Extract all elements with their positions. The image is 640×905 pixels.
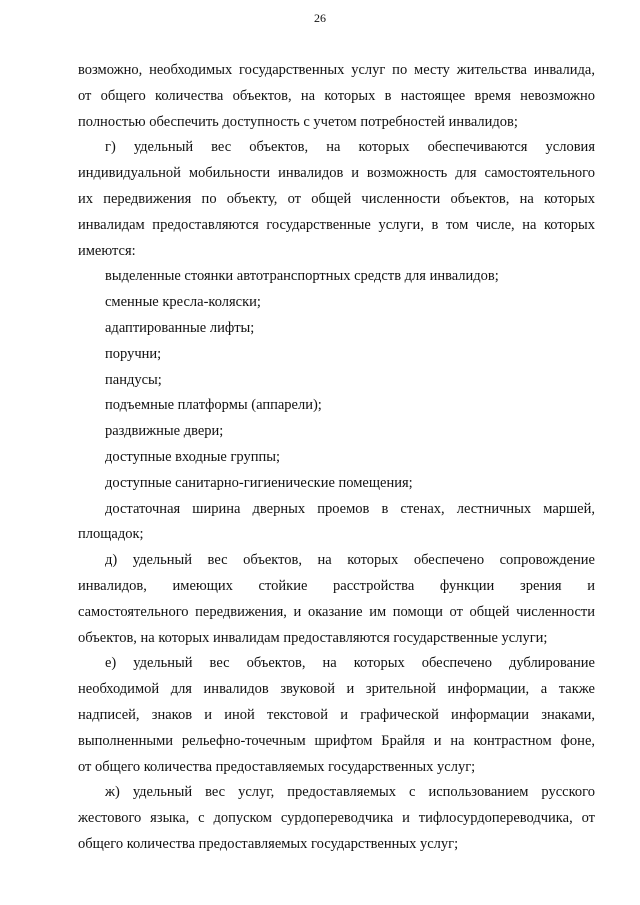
list-item: достаточная ширина дверных проемов в стенах, лестничных маршей, — [105, 500, 595, 517]
list-item: поручни; — [105, 345, 162, 362]
list-item: сменные кресла-коляски; — [105, 294, 261, 311]
text-line: объектов, на которых инвалидам предоставляются государственные услуги; — [78, 629, 548, 646]
list-item: подъемные платформы (аппарели); — [105, 397, 322, 414]
text-line: их передвижения по объекту, от общей численности объектов, на которых — [78, 190, 595, 207]
text-line: жестового языка, с допуском сурдопереводчика и тифлосурдопереводчика, от — [78, 810, 595, 827]
text-line: от общего количества предоставляемых государственных услуг; — [78, 758, 476, 775]
document-body — [78, 58, 595, 858]
paragraph-g-line: г) удельный вес объектов, на которых обеспечиваются условия — [105, 139, 595, 156]
text-line: индивидуальной мобильности инвалидов и возможность для самостоятельного — [78, 165, 595, 182]
list-item: доступные санитарно-гигиенические помещения; — [105, 474, 413, 491]
list-item: адаптированные лифты; — [105, 319, 255, 336]
page-number: 26 — [314, 11, 326, 25]
paragraph-e-line: е) удельный вес объектов, на которых обеспечено дублирование — [105, 655, 595, 672]
text-line: площадок; — [78, 526, 144, 543]
text-line: имеются: — [78, 242, 136, 259]
text-line: от общего количества объектов, на которых в настоящее время невозможно — [78, 87, 595, 104]
list-item: раздвижные двери; — [105, 423, 224, 440]
text-line: общего количества предоставляемых государственных услуг; — [78, 835, 459, 852]
paragraph-d-line: д) удельный вес объектов, на которых обеспечено сопровождение — [105, 552, 595, 569]
text-line: надписей, знаков и иной текстовой и графической информации знаками, — [78, 706, 595, 723]
paragraph-zh-line: ж) удельный вес услуг, предоставляемых с использованием русского — [105, 784, 595, 801]
text-line: самостоятельного передвижения, и оказание им помощи от общей численности — [78, 603, 595, 620]
text-line: возможно, необходимых государственных услуг по месту жительства инвалида, — [78, 62, 595, 78]
text-line: полностью обеспечить доступность с учетом потребностей инвалидов; — [78, 113, 518, 130]
text-line: выполненными рельефно-точечным шрифтом Брайля и на контрастном фоне, — [78, 732, 595, 749]
text-line: инвалидов, имеющих стойкие расстройства функции зрения и — [78, 577, 595, 594]
list-item: пандусы; — [105, 371, 162, 388]
text-line: необходимой для инвалидов звуковой и зрительной информации, а также — [78, 681, 595, 698]
list-item: доступные входные группы; — [105, 448, 281, 465]
list-item: выделенные стоянки автотранспортных средств для инвалидов; — [105, 268, 499, 285]
text-line: инвалидам предоставляются государственные услуги, в том числе, на которых — [78, 216, 595, 233]
